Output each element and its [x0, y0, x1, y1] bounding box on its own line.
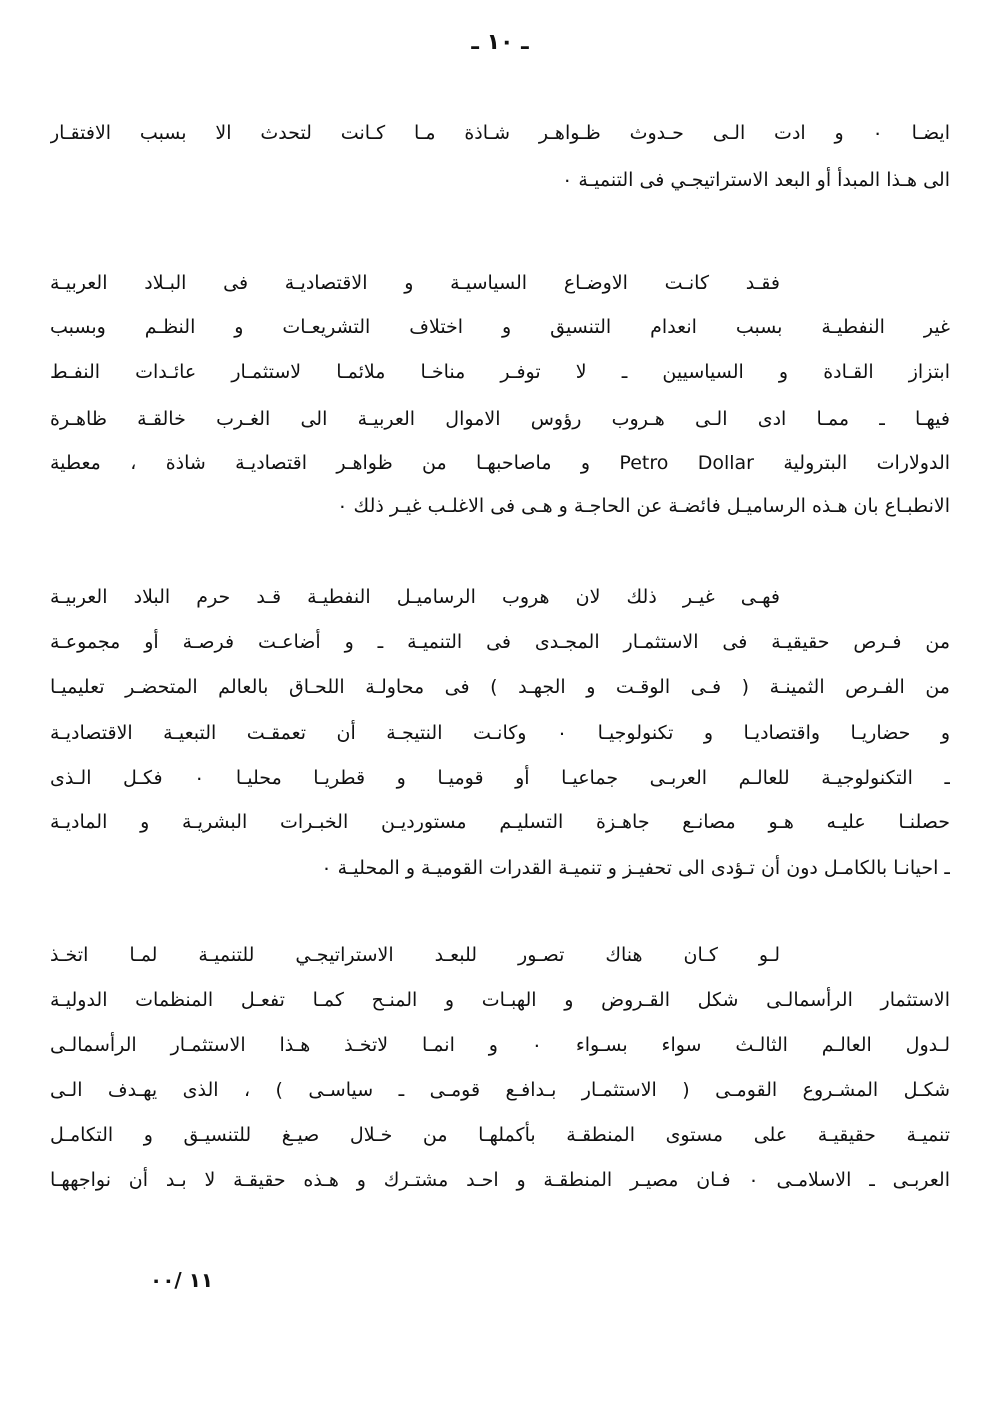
text-line: من الفـرص الثمينـة ( فـى الوقـت و الجهـد ) فى محاولـة اللحـاق بالعالم المتحضـر تعليميـا: [50, 676, 950, 698]
text-line: لـدول العالـم الثالـث سواء بسـواء ٠ و انمـا لاتخـذ هـذا الاستثمـار الرأسمالـى: [50, 1034, 950, 1056]
text-line: من فـرص حقيقيـة فى الاستثمـار المجـدى فى التنميـة ـ و أضاعـت فرصـة أو مجموعـة: [50, 631, 950, 653]
text-line: الانطبـاع بان هـذه الرساميـل فائضـة عن الحاجـة و هـى فى الاغلـب غيـر ذلك ٠: [337, 495, 950, 517]
text-line: الى هـذا المبدأ أو البعد الاستراتيجـي فى التنميـة ٠: [562, 169, 950, 191]
text-line: ـ التكنولوجيـة للعالـم العربـى جماعيـا أو قوميـا و قطريـا محليـا ٠ فكـل الـذى: [50, 767, 950, 789]
text-line: شكـل المشـروع القومـى ( الاستثمـار بـدافـع قومـى ـ سياسـى ) ، الذى يهـدف الـى: [50, 1079, 950, 1101]
text-line: ابتزاز القـادة و السياسيين ـ لا توفـر مناخـا ملائمـا لاستثمـار عائـدات النفـط: [50, 361, 950, 383]
continuation-marker: ١١ /٠٠: [150, 1268, 214, 1292]
text-line: حصلنـا عليـه هـو مصانـع جاهـزة التسليـم مستورديـن الخبـرات البشريـة و الماديـة: [50, 811, 950, 833]
text-line: ايضـا ٠ و ادت الـى حـدوث ظـواهـر شـاذة مـا كـانت لتحدث الا بسبب الافتقـار: [50, 122, 950, 144]
text-line: الدولارات البترولية Petro Dollar و ماصاحبهـا من ظواهـر اقتصاديـة شاذة ، معطية: [50, 452, 950, 474]
text-line: ـ احيانـا بالكامـل دون أن تـؤدى الى تحفيـز و تنميـة القدرات القوميـة و المحليـة ٠: [321, 857, 950, 879]
text-line: غير النفطيـة بسبب انعدام التنسيق و اختلاف التشريعـات و النظـم وبسبب: [50, 316, 950, 338]
text-line: العربـى ـ الاسلامـى ٠ فـان مصيـر المنطقـة و احـد مشتـرك و هـذه حقيقـة لا بـد أن نواجههـا: [50, 1169, 950, 1191]
text-line: تنميـة حقيقيـة على مستوى المنطقـة بأكملهـا من خـلال صيـغ للتنسيـق و التكامـل: [50, 1124, 950, 1146]
page-number: ـ ١٠ ـ: [471, 30, 529, 55]
text-line: لـو كـان هناك تصـور للبعـد الاستراتيجـي للتنميـة لمـا اتخـذ: [50, 944, 780, 966]
text-line: فقـد كانـت الاوضـاع السياسيـة و الاقتصاديـة فى البـلاد العربيـة: [50, 272, 780, 294]
text-line: الاستثمار الرأسمالـى شكل القـروض و الهبـات و المنـح كمـا تفعـل المنظمات الدوليـة: [50, 989, 950, 1011]
text-line: فيهـا ـ ممـا ادى الـى هـروب رؤوس الاموال العربيـة الى الغـرب خالقـة ظاهـرة: [50, 408, 950, 430]
text-line: فهـى غيـر ذلك لان هروب الرساميـل النفطيـة قـد حرم البلاد العربيـة: [50, 586, 780, 608]
text-line: و حضاريـا واقتصاديـا و تكنولوجيـا ٠ وكانـت النتيجـة أن تعمقـت التبعيـة الاقتصاديـة: [50, 722, 950, 744]
